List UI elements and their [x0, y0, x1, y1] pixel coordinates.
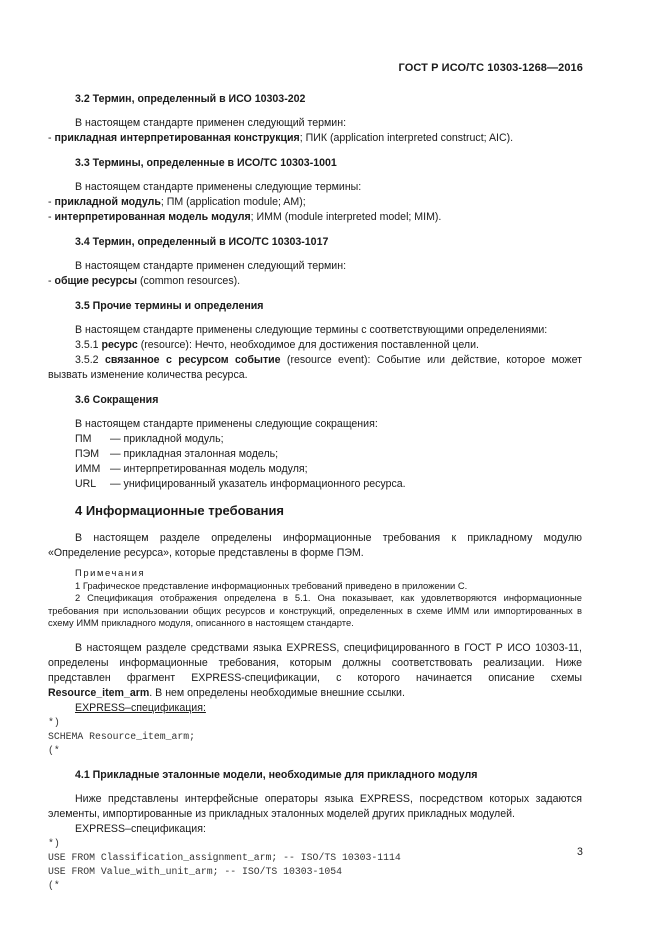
code-line: USE FROM Value_with_unit_arm; -- ISO/TS 10303-1054: [48, 865, 342, 877]
term-item: [48, 131, 582, 146]
code-line: SCHEMA Resource_item_arm;: [48, 730, 195, 742]
term-rest: ; ИММ (module interpreted model; MIM).: [250, 211, 442, 223]
section-heading: 3.2 Термин, определенный в ИСО 10303-202: [75, 93, 306, 105]
paragraph: Ниже представлены интерфейсные операторы языка EXPRESS, посредством которых задаются элементы, импортированные из прикладных эталонных моделей других прикладных модулей.: [48, 792, 582, 820]
term-dash: -: [48, 275, 55, 287]
section-3-4: [48, 235, 582, 289]
definition-number: 3.5.2: [75, 354, 105, 366]
section-3-5: [48, 299, 582, 383]
code-block: [48, 716, 582, 758]
note: 2 Спецификация отображения определена в 5.1. Она показывает, как удовлетворяются информационные требования при использовании общих ресурсов и конструкций, определенных в схеме ИММ или импортированных в схему ИММ прикладного модуля, описанного в настоящем стандарте.: [48, 592, 582, 628]
paragraph: В настоящем стандарте применены следующие термины:: [75, 181, 362, 193]
section-heading: 3.6 Сокращения: [75, 394, 159, 406]
abbreviation-key: ИММ: [75, 463, 101, 475]
abbreviation-value: — унифицированный указатель информационного ресурса.: [110, 478, 406, 490]
definition-number: 3.5.1: [75, 339, 102, 351]
term-dash: -: [48, 196, 55, 208]
definition-item: [48, 338, 582, 353]
abbreviation-item: [48, 462, 582, 477]
definition-text: (resource): Нечто, необходимое для достижения поставленной цели.: [137, 339, 479, 351]
code-line: *): [48, 716, 60, 728]
abbreviation-value: — прикладной модуль;: [110, 433, 224, 445]
abbreviation-value: — интерпретированная модель модуля;: [110, 463, 308, 475]
abbreviation-item: [48, 447, 582, 462]
document-header: ГОСТ Р ИСО/ТС 10303-1268—2016: [398, 62, 583, 74]
section-3-3: [48, 156, 582, 225]
express-label: [48, 701, 582, 716]
notes-title: Примечания: [75, 567, 146, 578]
section-heading: 3.4 Термин, определенный в ИСО/ТС 10303-1017: [75, 236, 329, 248]
section-3-6: [48, 393, 582, 492]
notes-block: [48, 567, 582, 630]
term-name: прикладной модуль: [54, 196, 161, 208]
term-dash: -: [48, 132, 55, 144]
code-line: (*: [48, 879, 60, 891]
chapter-heading: 4 Информационные требования: [75, 503, 285, 518]
paragraph: В настоящем стандарте применены следующие термины с соответствующими определениями:: [75, 324, 548, 336]
term-item: [48, 274, 582, 289]
code-line: (*: [48, 744, 60, 756]
term-name: интерпретированная модель модуля: [54, 211, 251, 223]
abbreviation-item: [48, 477, 582, 492]
definition-item: [48, 353, 582, 383]
paragraph: В настоящем разделе определены информационные требования к прикладному модулю «Определение ресурса», которые представлены в форме ПЭМ.: [48, 532, 582, 559]
section-4: [48, 503, 582, 758]
code-line: *): [48, 837, 60, 849]
term-name: прикладная интерпретированная конструкция: [54, 132, 300, 144]
term-rest: ; ПМ (application module; AM);: [160, 196, 306, 208]
section-heading: 3.5 Прочие термины и определения: [75, 300, 264, 312]
paragraph: В настоящем стандарте применен следующий термин:: [75, 117, 347, 129]
express-label-text: EXPRESS–спецификация:: [75, 701, 206, 714]
abbreviation-key: URL: [75, 478, 97, 490]
definition-term: ресурс: [101, 339, 138, 351]
definition-text: (resource event): Событие или действие, которое может вызвать изменение количества ресурса.: [48, 354, 582, 381]
schema-name: Resource_item_arm: [48, 686, 150, 699]
term-item: [48, 195, 582, 210]
page-content: [48, 92, 582, 893]
abbreviation-key: ПМ: [75, 433, 92, 445]
abbreviation-item: [48, 432, 582, 447]
section-3-2: [48, 92, 582, 146]
term-name: общие ресурсы: [54, 275, 138, 287]
code-line: USE FROM Classification_assignment_arm; -- ISO/TS 10303-1114: [48, 851, 401, 863]
term-dash: -: [48, 211, 55, 223]
paragraph: [48, 641, 582, 701]
term-rest: ; ПИК (application interpreted construct; AIC).: [299, 132, 514, 144]
express-label: EXPRESS–спецификация:: [75, 822, 206, 835]
section-4-1: [48, 768, 582, 893]
page-number: 3: [577, 846, 583, 858]
definition-term: связанное с ресурсом событие: [104, 354, 281, 366]
note: 1 Графическое представление информационных требований приведено в приложении С.: [75, 579, 468, 591]
paragraph: В настоящем стандарте применен следующий термин:: [75, 260, 347, 272]
abbreviation-value: — прикладная эталонная модель;: [110, 448, 279, 460]
abbreviation-key: ПЭМ: [75, 448, 100, 460]
term-item: [48, 210, 582, 225]
section-heading: 4.1 Прикладные эталонные модели, необходимые для прикладного модуля: [75, 768, 478, 781]
code-block: [48, 837, 582, 893]
section-heading: 3.3 Термины, определенные в ИСО/ТС 10303-1001: [75, 157, 337, 169]
paragraph-text: . В нем определены необходимые внешние ссылки.: [149, 686, 405, 699]
term-rest: (common resources).: [137, 275, 241, 287]
paragraph: В настоящем стандарте применены следующие сокращения:: [75, 418, 378, 430]
paragraph-text: В настоящем разделе средствами языка EXPRESS, специфицированного в ГОСТ Р ИСО 10303-11, определены информационные требования, которым должны соответствовать реализации. Ниже представлен фрагмент EXPRESS-спецификации, с которого начинается описание схемы: [48, 641, 582, 684]
